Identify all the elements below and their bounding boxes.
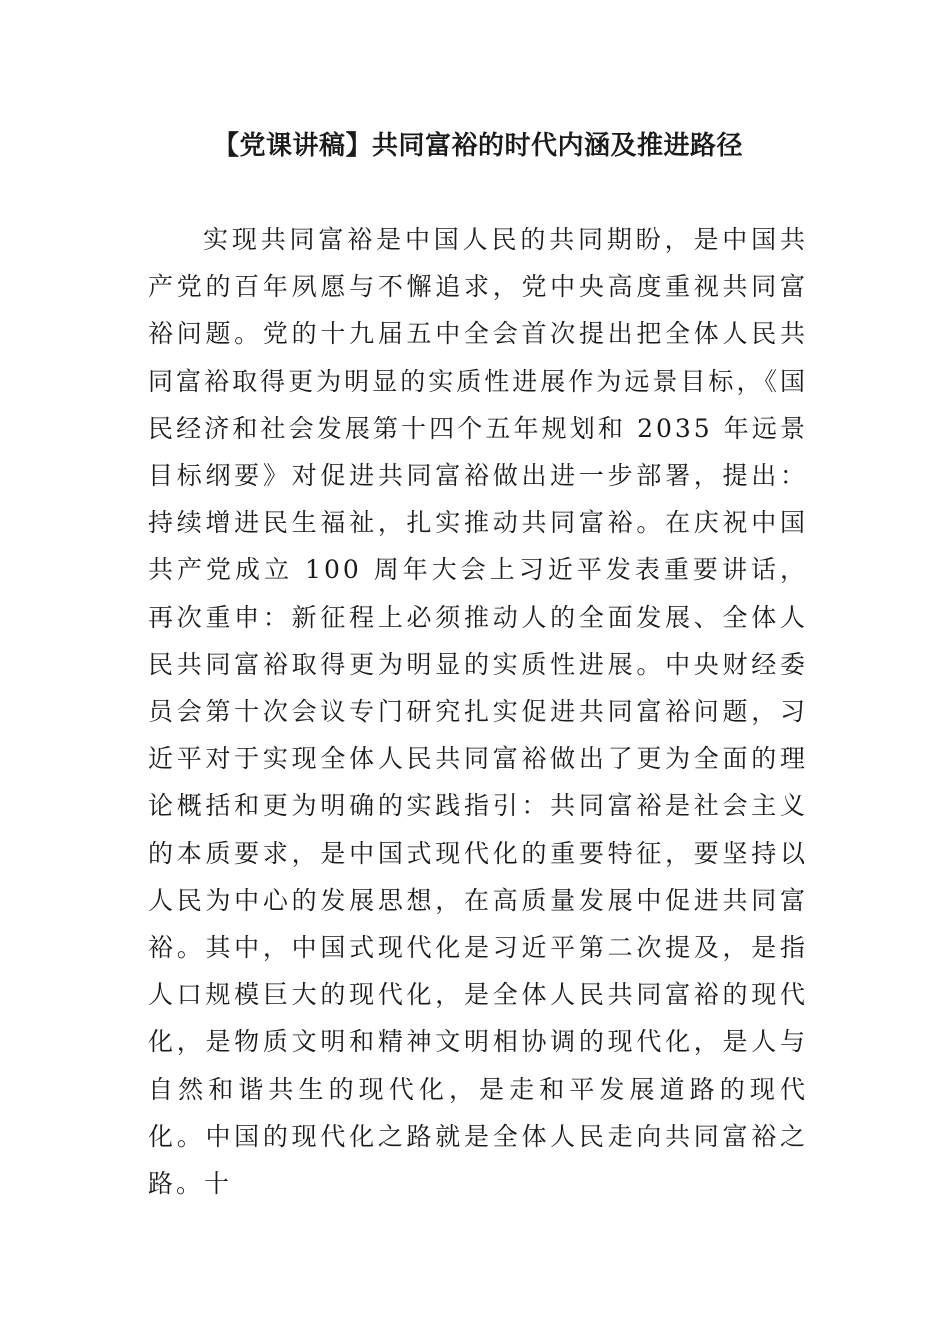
body-paragraph: 实现共同富裕是中国人民的共同期盼，是中国共产党的百年夙愿与不懈追求，党中央高度重视共同富裕问题。党的十九届五中全会首次提出把全体人民共同富裕取得更为明显的实质性进展作为远景目标，《国民经济和社会发展第十四个五年规划和 2035 年远景目标纲要》对促进共同富裕做出进一步部署，提出：持续增进民生福祉，扎实推动共同富裕。在庆祝中国共产党成立 100 周年大会上习近平发表重要讲话，再次重申：新征程上必须推动人的全面发展、全体人民共同富裕取得更为明显的实质性进展。中央财经委员会第十次会议专门研究扎实促进共同富裕问题，习近平对于实现全体人民共同富裕做出了更为全面的理论概括和更为明确的实践指引：共同富裕是社会主义的本质要求，是中国式现代化的重要特征，要坚持以人民为中心的发展思想，在高质量发展中促进共同富裕。其中，中国式现代化是习近平第二次提及，是指人口规模巨大的现代化，是全体人民共同富裕的现代化，是物质文明和精神文明相协调的现代化，是人与自然和谐共生的现代化，是走和平发展道路的现代化。中国的现代化之路就是全体人民走向共同富裕之路。十 bbox=[148, 225, 808, 1199]
document-title: 【党课讲稿】共同富裕的时代内涵及推进路径 bbox=[212, 131, 743, 161]
